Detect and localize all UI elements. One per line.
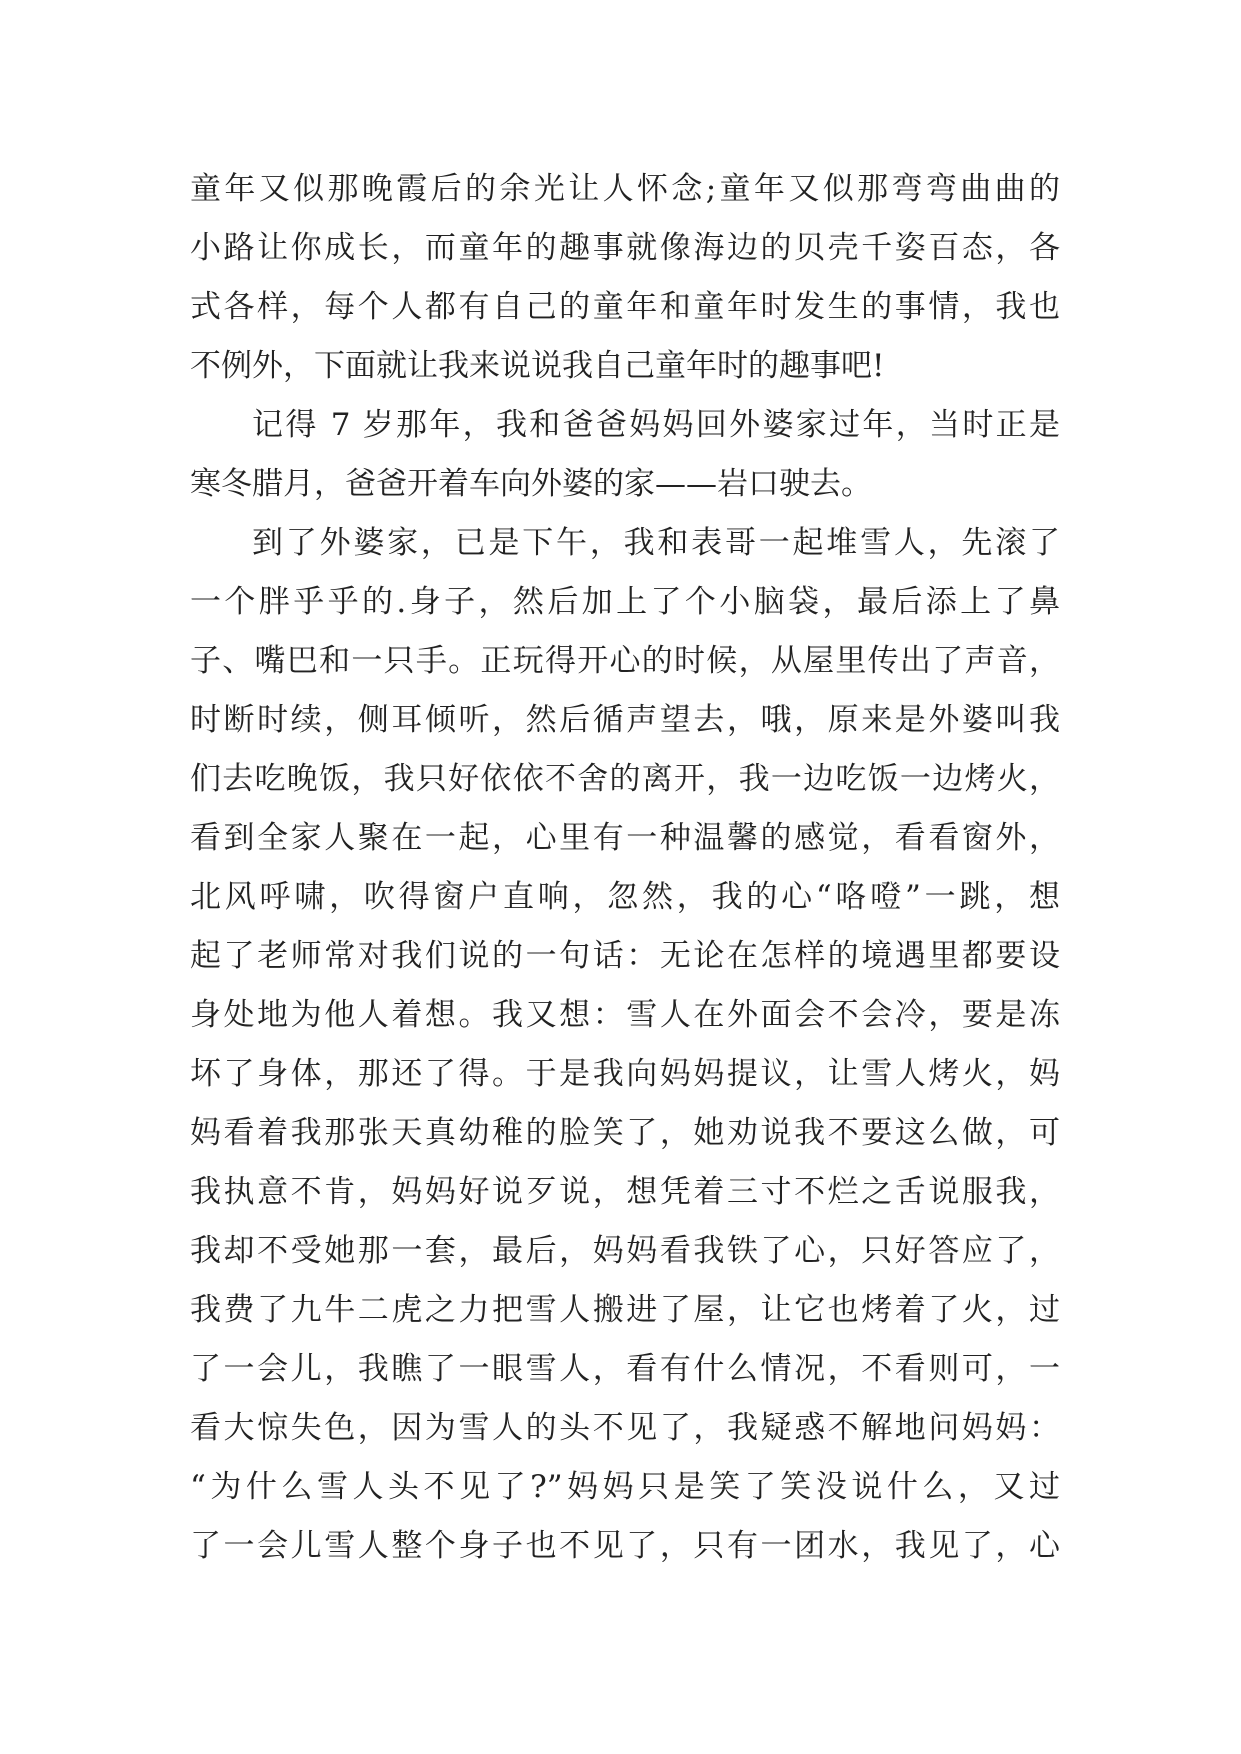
text-line: 童年又似那晚霞后的余光让人怀念;童年又似那弯弯曲曲的 bbox=[190, 171, 1060, 207]
text-line: 北风呼啸，吹得窗户直响，忽然，我的心“咯噔”一跳，想 bbox=[190, 879, 1060, 915]
text-line: 小路让你成长，而童年的趣事就像海边的贝壳千姿百态，各 bbox=[190, 230, 1060, 266]
text-line: 子、嘴巴和一只手。正玩得开心的时候，从屋里传出了声音， bbox=[190, 643, 1060, 679]
text-line: 我执意不肯，妈妈好说歹说，想凭着三寸不烂之舌说服我， bbox=[190, 1174, 1060, 1210]
text-line: 寒冬腊月，爸爸开着车向外婆的家——岩口驶去。 bbox=[190, 466, 872, 502]
text-line: “为什么雪人头不见了?”妈妈只是笑了笑没说什么，又过 bbox=[190, 1469, 1060, 1505]
text-line: 我却不受她那一套，最后，妈妈看我铁了心，只好答应了， bbox=[190, 1233, 1060, 1269]
text-line: 坏了身体，那还了得。于是我向妈妈提议，让雪人烤火，妈 bbox=[190, 1056, 1060, 1092]
text-line: 身处地为他人着想。我又想：雪人在外面会不会冷，要是冻 bbox=[190, 997, 1060, 1033]
text-line: 起了老师常对我们说的一句话：无论在怎样的境遇里都要设 bbox=[190, 938, 1060, 974]
text-line: 看大惊失色，因为雪人的头不见了，我疑惑不解地问妈妈： bbox=[190, 1410, 1060, 1446]
text-line: 们去吃晚饭，我只好依依不舍的离开，我一边吃饭一边烤火， bbox=[190, 761, 1060, 797]
text-line: 时断时续，侧耳倾听，然后循声望去，哦，原来是外婆叫我 bbox=[190, 702, 1060, 738]
text-line: 妈看着我那张天真幼稚的脸笑了，她劝说我不要这么做，可 bbox=[190, 1115, 1060, 1151]
paragraph-start-line: 记得 7 岁那年，我和爸爸妈妈回外婆家过年，当时正是 bbox=[252, 407, 1060, 443]
text-line: 了一会儿，我瞧了一眼雪人，看有什么情况，不看则可，一 bbox=[190, 1351, 1060, 1387]
text-line: 了一会儿雪人整个身子也不见了，只有一团水，我见了，心 bbox=[190, 1528, 1060, 1564]
text-line: 我费了九牛二虎之力把雪人搬进了屋，让它也烤着了火，过 bbox=[190, 1292, 1060, 1328]
text-line: 一个胖乎乎的.身子，然后加上了个小脑袋，最后添上了鼻 bbox=[190, 584, 1060, 620]
body-text bbox=[190, 160, 1060, 1576]
paragraph-start-line: 到了外婆家，已是下午，我和表哥一起堆雪人，先滚了 bbox=[252, 525, 1060, 561]
text-line: 式各样，每个人都有自己的童年和童年时发生的事情，我也 bbox=[190, 289, 1060, 325]
text-line: 不例外，下面就让我来说说我自己童年时的趣事吧! bbox=[190, 348, 885, 384]
text-line: 看到全家人聚在一起，心里有一种温馨的感觉，看看窗外， bbox=[190, 820, 1060, 856]
